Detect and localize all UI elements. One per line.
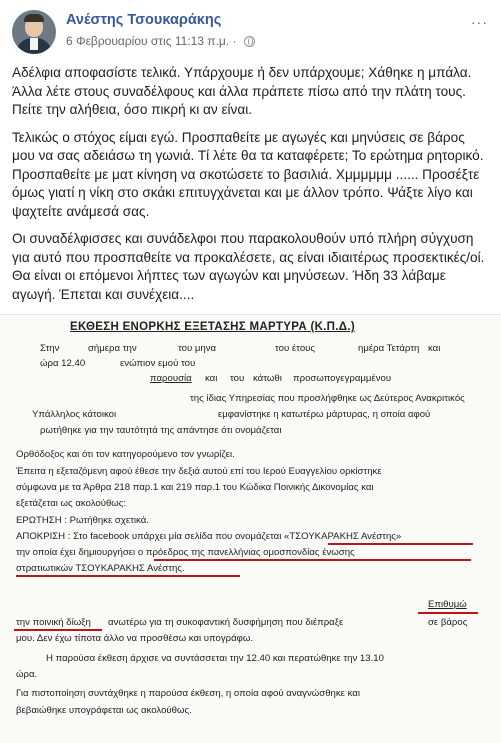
globe-icon [244,36,255,47]
doc-line: Για πιστοποίηση συντάχθηκε η παρούσα έκθεση, η οποία αφού αναγνώσθηκε και [16,688,360,699]
attached-document-image[interactable] [0,314,501,743]
doc-line: βεβαιώθηκε υπογράφεται ως ακολούθως. [16,705,192,716]
post-paragraph: Αδέλφια αποφασίστε τελικά. Υπάρχουμε ή δεν υπάρχουμε; Χάθηκε η μπάλα. Άλλα λέτε στους συναδέλφους και άλλα πράπετε πίσω από την πλάτη τους. Πείτε την αλήθεια, όσο πικρή κι αν είναι. [12,65,472,117]
more-options-icon[interactable]: ··· [471,14,488,30]
red-underline [154,559,471,561]
post-paragraph: Τελικώς ο στόχος είμαι εγώ. Προσπαθείτε με αγωγές και μηνύσεις σε βάρος μου να σας αδειάσω τη γωνιά. Τί λέτε θα τα καταφέρετε; Το ερώτημα ρητορικό. Προσπαθείτε με ματ κίνηση να σκοτώσετε το βασιλιά. Χμμμμμμ ...... Προσέξτε όμως γιατί η νίκη στο σκάκι επιτυγχάνεται και με άλλον τρόπο. Ψάξτε λίγο και ψαχτείτε ανάμεσά σας. [12,129,484,219]
doc-line: Υπάλληλος κάτοικοι εμφανίστηκε η κατωτέρω μάρτυρας, η οποία αφού [32,409,431,420]
doc-line: την οποία έχει δημιουργήσει ο πρόεδρος της πανελλήνιας ομοσπονδίας ένωσης [16,547,355,558]
doc-line: παρουσία και του κάτωθι προσωπογεγραμμένου [150,373,392,384]
doc-line: ΑΠΟΚΡΙΣΗ : Στο facebook υπάρχει μία σελίδα που ονομάζεται «ΤΣΟΥΚΑΡΑΚΗΣ Ανέστης» [16,531,402,542]
doc-line: της ίδιας Υπηρεσίας που προσλήφθηκε ως Δεύτερος Ανακριτικός [190,393,465,404]
author-name[interactable]: Ανέστης Τσουκαράκης [66,12,222,28]
post-text [12,64,490,313]
doc-line: σύμφωνα με τα Άρθρα 218 παρ.1 και 219 παρ.1 του Κώδικα Ποινικής Δικονομίας και [16,482,374,493]
red-underline [16,575,240,577]
doc-line: την ποινική δίωξη ανωτέρω για τη συκοφαντική δυσφήμηση που διέπραξε σε βάρος [16,617,468,628]
red-underline [14,629,102,631]
doc-line: Έπειτα η εξεταζόμενη αφού έθεσε την δεξιά αυτού επί του Ιερού Ευαγγελίου ορκίστηκε [16,466,382,477]
red-underline [418,612,478,614]
doc-line: ΕΡΩΤΗΣΗ : Ρωτήθηκε σχετικά. [16,515,149,526]
doc-line: ρωτήθηκε για την ταυτότητά της απάντησε ότι ονομάζεται [40,425,282,436]
doc-line: Στην σήμερα την του μηνα του έτους ημέρα Τετάρτη και [40,343,441,354]
doc-line: ώρα. [16,669,38,680]
avatar[interactable] [12,10,56,54]
meta-separator: · [232,34,237,48]
post-header [12,8,492,54]
post-timestamp[interactable]: 6 Φεβρουαρίου στις 11:13 π.μ. [66,34,230,48]
doc-line: εξετάζεται ως ακολούθως: [16,498,127,509]
post-meta [66,34,255,48]
document-title: ΕΚΘΕΣΗ ΕΝΟΡΚΗΣ ΕΞΕΤΑΣΗΣ ΜΑΡΤΥΡΑ (Κ.Π.Δ.) [70,321,355,333]
doc-line: μου. Δεν έχω τίποτα άλλο να προσθέσω και υπογράφω. [16,633,254,644]
doc-line: Ορθόδοξος και ότι τον κατηγορούμενο τον γνωρίζει. [16,449,235,460]
doc-line: Η παρούσα έκθεση άρχισε να συντάσσεται την 12.40 και περατώθηκε την 13.10 [46,653,384,664]
red-underline [328,543,473,545]
post-paragraph: Οι συναδέλφισσες και συνάδελφοι που παρακολουθούν υπό πλήρη σύγχυση για αυτό που προσπαθείτε να προκαλέσετε, ας είναι ιδιαιτέρως προσεκτικές/οί. Θα είναι οι επόμενοι λήπτες των αγωγών και μηνύσεων. Ήδη 33 λάβαμε αγωγή. Έπεται και συνέχεια.... [12,231,485,302]
doc-line: Επιθυμώ [428,599,467,610]
doc-line: στρατιωτικών ΤΣΟΥΚΑΡΑΚΗΣ Ανέστης. [16,563,185,574]
doc-line: ώρα 12.40 ενώπιον εμού του [40,358,196,369]
